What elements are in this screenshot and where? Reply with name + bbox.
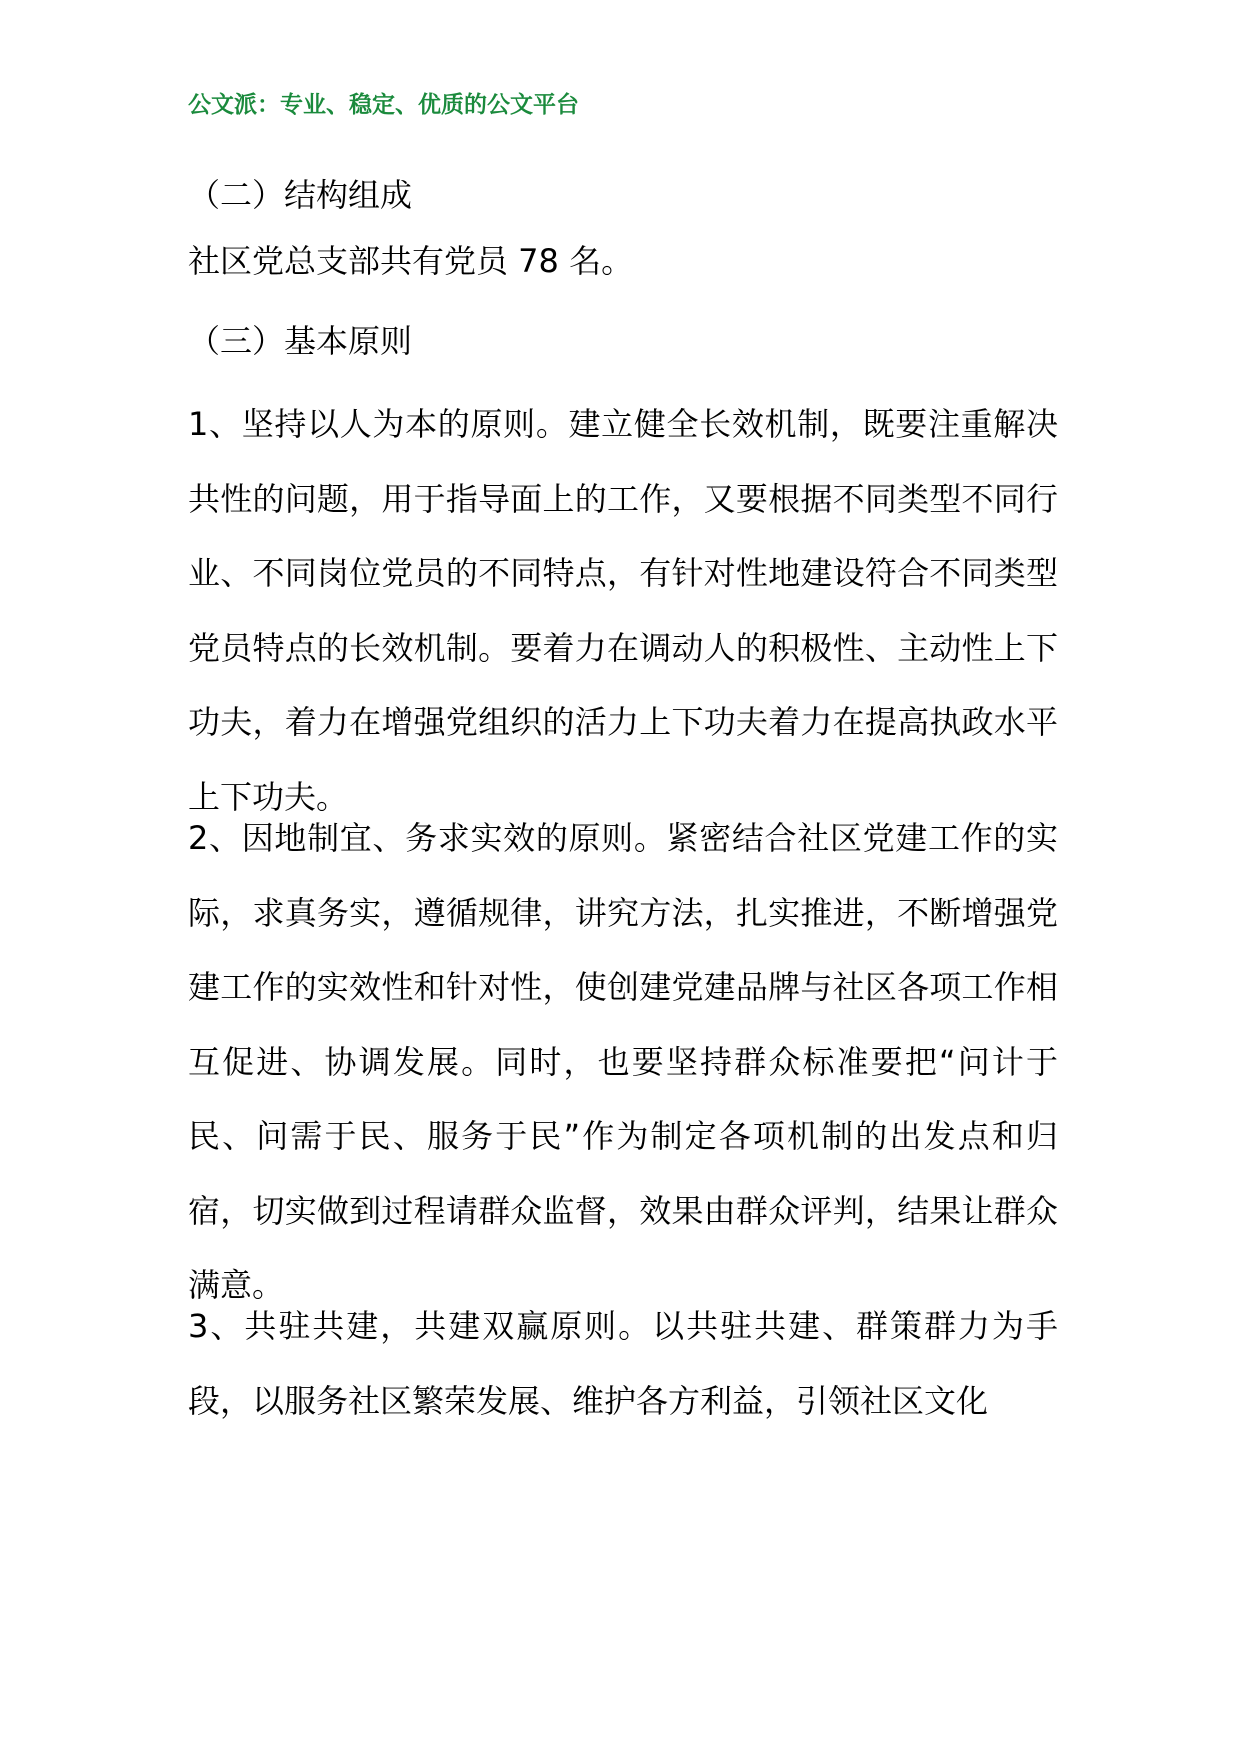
platform-header: 公文派：专业、稳定、优质的公文平台: [188, 92, 579, 118]
section-structure-heading: （二）结构组成: [188, 176, 413, 214]
principle-paragraph-1: 1、坚持以人为本的原则。建立健全长效机制，既要注重解决共性的问题，用于指导面上的工作，又要根据不同类型不同行业、不同岗位党员的不同特点，有针对性地建设符合不同类型党员特点的长效机制。要着力在调动人的积极性、主动性上下功夫，着力在增强党组织的活力上下功夫着力在提高执政水平上下功夫。: [188, 405, 1058, 816]
members-count-text: 社区党总支部共有党员 78 名。: [188, 242, 634, 280]
principle-paragraph-3: 3、共驻共建，共建双赢原则。以共驻共建、群策群力为手段，以服务社区繁荣发展、维护各方利益，引领社区文化: [188, 1307, 1058, 1420]
section-principles-heading: （三）基本原则: [188, 322, 413, 360]
principle-paragraph-2: 2、因地制宜、务求实效的原则。紧密结合社区党建工作的实际，求真务实，遵循规律，讲究方法，扎实推进，不断增强党建工作的实效性和针对性，使创建党建品牌与社区各项工作相互促进、协调发展。同时，也要坚持群众标准要把“问计于民、问需于民、服务于民”作为制定各项机制的出发点和归宿，切实做到过程请群众监督，效果由群众评判，结果让群众满意。: [188, 819, 1058, 1304]
